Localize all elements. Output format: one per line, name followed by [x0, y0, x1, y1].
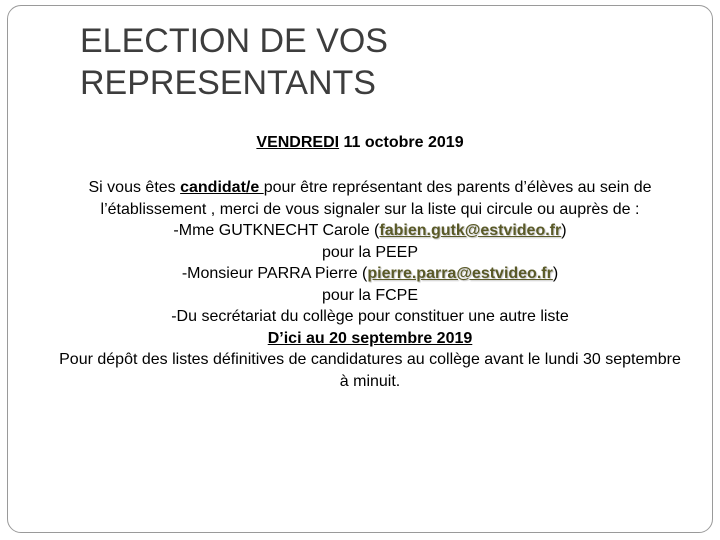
slide-title	[80, 20, 680, 104]
contact-2-org: pour la FCPE	[321, 286, 419, 304]
title-line-1: ELECTION DE VOS	[80, 22, 388, 60]
contact-2-close: )	[552, 265, 559, 282]
contact-2-name: -Monsieur PARRA Pierre (	[181, 265, 368, 282]
contact-1-email-link[interactable]: fabien.gutk@estvideo.fr	[379, 222, 562, 239]
announcement-body	[55, 177, 685, 392]
contact-2	[55, 263, 685, 285]
date-rest: 11 octobre 2019	[339, 134, 464, 151]
final-line: Pour dépôt des listes définitives de candidatures au collège avant le lundi 30 septembre à minuit.	[59, 351, 681, 390]
intro-post: pour être représentant des parents d’élèves au sein de l’établissement , merci de vous signaler sur la liste qui circule ou auprès de :	[100, 179, 652, 218]
contact-1-name: -Mme GUTKNECHT Carole (	[173, 222, 380, 239]
candidat-text: candidat/e	[180, 179, 264, 196]
deadline-line: D’ici au 20 septembre 2019	[267, 329, 473, 347]
intro-paragraph	[55, 177, 685, 220]
secretariat-line: -Du secrétariat du collège pour constituer une autre liste	[171, 308, 569, 325]
contact-1	[55, 220, 685, 242]
contact-2-email-link[interactable]: pierre.parra@estvideo.fr	[367, 265, 553, 282]
title-line-2: REPRESENTANTS	[80, 64, 376, 102]
contact-1-org: pour la PEEP	[321, 243, 419, 261]
date-weekday: VENDREDI	[256, 134, 340, 151]
event-date	[0, 133, 720, 153]
contact-1-close: )	[561, 222, 567, 239]
intro-pre: Si vous êtes	[88, 179, 181, 196]
